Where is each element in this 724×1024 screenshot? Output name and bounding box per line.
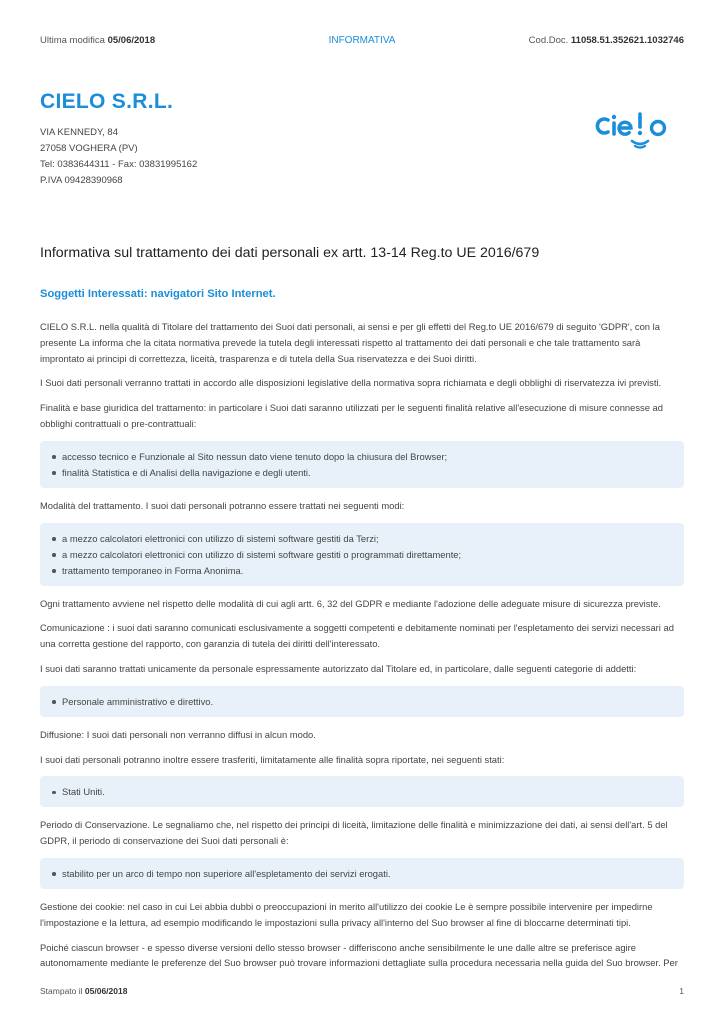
document-type: INFORMATIVA bbox=[328, 35, 396, 46]
paragraph: CIELO S.R.L. nella qualità di Titolare del trattamento dei Suoi dati personali, ai sensi e per gli effetti del Reg.to UE 2016/679 di seguito 'GDPR', con la presente La informa che la citata normativa prevede la tutela degli interessati rispetto al trattamento dei dati personali e che tale trattamento sarà improntato ai principi di correttezza, liceità, trasparenza e di tutela della Sua riservatezza e dei Suoi diritti. bbox=[40, 321, 660, 364]
paragraph: Poiché ciascun browser - e spesso diverse versioni dello stesso browser - differiscono anche sensibilmente le une dalle altre se preferisce agire autonomamente mediante le preferenze del Suo browser può trovare informazioni dettagliate sulla procedura necessaria nella guida del Suo browser. Per bbox=[40, 941, 678, 969]
document-body bbox=[40, 319, 684, 980]
document-code-label: Cod.Doc. bbox=[528, 35, 569, 46]
printed-label: Stampato il bbox=[40, 986, 83, 996]
document-code bbox=[529, 35, 684, 46]
paragraph: I Suoi dati personali verranno trattati in accordo alle disposizioni legislative della normativa sopra richiamata e degli obblighi di riservatezza ivi previsti. bbox=[40, 377, 662, 389]
last-modified-label: Ultima modifica bbox=[40, 35, 105, 46]
paragraph: Finalità e base giuridica del trattamento: in particolare i Suoi dati saranno utilizzati per le seguenti finalità relative all'esecuzione di misure connesse ad obblighi contrattuali o pre-contrattuali: bbox=[40, 402, 663, 429]
paragraph: Periodo di Conservazione. Le segnaliamo che, nel rispetto dei principi di liceità, limitazione delle finalità e minimizzazione dei dati, ai sensi dell'art. 5 del GDPR, il periodo di conservazione dei Suoi dati personali è: bbox=[40, 819, 668, 847]
document-code-value: 11058.51.352621.1032746 bbox=[570, 35, 684, 46]
list-item: Personale amministrativo e direttivo. bbox=[52, 694, 672, 710]
paragraph: I suoi dati personali potranno inoltre essere trasferiti, limitatamente alle finalità sopra riportate, nei seguenti stati: bbox=[40, 753, 505, 765]
company-vat: P.IVA 09428390968 bbox=[40, 175, 123, 186]
modalita-list bbox=[40, 523, 684, 586]
page-title: Informativa sul trattamento dei dati personali ex artt. 13-14 Reg.to UE 2016/679 bbox=[40, 245, 540, 261]
paragraph: I suoi dati saranno trattati unicamente da personale espressamente autorizzato dal Titolare ed, in particolare, dalle seguenti categorie di addetti: bbox=[40, 662, 637, 674]
list-item: trattamento temporaneo in Forma Anonima. bbox=[52, 563, 672, 579]
list-item: a mezzo calcolatori elettronici con utilizzo di sistemi software gestiti da Terzi; bbox=[52, 531, 672, 547]
stati-list bbox=[40, 776, 684, 807]
printed-date bbox=[40, 986, 127, 996]
paragraph: Ogni trattamento avviene nel rispetto delle modalità di cui agli artt. 6, 32 del GDPR e mediante l'adozione delle adeguate misure di sicurezza previste. bbox=[40, 597, 661, 609]
finalita-list bbox=[40, 441, 684, 488]
last-modified-date: 05/06/2018 bbox=[107, 35, 156, 46]
list-item: Stati Uniti. bbox=[52, 784, 672, 800]
list-item: stabilito per un arco di tempo non superiore all'espletamento dei servizi erogati. bbox=[52, 866, 672, 882]
addetti-list bbox=[40, 686, 684, 717]
company-name: CIELO S.R.L. bbox=[40, 90, 174, 113]
paragraph: Comunicazione : i suoi dati saranno comunicati esclusivamente a soggetti competenti e debitamente nominati per l'espletamento dei servizi necessari ad una corretta gestione del rapporto, con garanzia di tutela dei diritti dell'interessato. bbox=[40, 622, 674, 650]
paragraph: Diffusione: I suoi dati personali non verranno diffusi in alcun modo. bbox=[40, 728, 316, 740]
company-phone: Tel: 0383644311 - Fax: 03831995162 bbox=[40, 159, 198, 170]
conservazione-list bbox=[40, 858, 684, 889]
cielo-logo bbox=[592, 100, 674, 160]
page-number: 1 bbox=[679, 986, 684, 996]
list-item: finalità Statistica e di Analisi della navigazione e degli utenti. bbox=[52, 465, 672, 481]
company-address: VIA KENNEDY, 84 bbox=[40, 127, 118, 138]
company-city: 27058 VOGHERA (PV) bbox=[40, 143, 138, 154]
section-subtitle: Soggetti Interessati: navigatori Sito Internet. bbox=[40, 288, 276, 300]
printed-date-value: 05/06/2018 bbox=[84, 986, 128, 996]
list-item: a mezzo calcolatori elettronici con utilizzo di sistemi software gestiti o programmati direttamente; bbox=[52, 547, 672, 563]
paragraph: Gestione dei cookie: nel caso in cui Lei abbia dubbi o preoccupazioni in merito all'utilizzo dei cookie Le è sempre possibile intervenire per impedirne l'impostazione e la lettura, ad esempio modificando le impostazioni sulla privacy all'interno del Suo browser al fine di bloccarne determinati tipi. bbox=[40, 900, 653, 928]
company-info bbox=[40, 90, 197, 189]
document-footer bbox=[40, 986, 684, 996]
document-header bbox=[40, 35, 684, 49]
paragraph: Modalità del trattamento. I suoi dati personali potranno essere trattati nei seguenti modi: bbox=[40, 499, 405, 511]
list-item: accesso tecnico e Funzionale al Sito nessun dato viene tenuto dopo la chiusura del Browser; bbox=[52, 449, 672, 465]
